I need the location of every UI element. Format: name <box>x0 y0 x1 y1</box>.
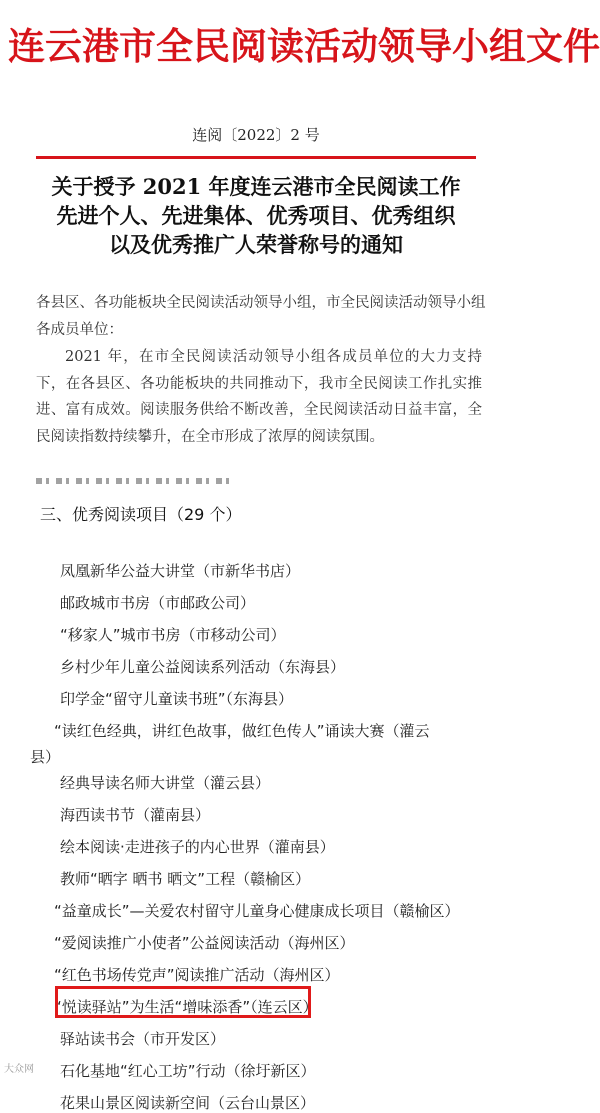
notice-title-line: 先进个人、先进集体、优秀项目、优秀组织 <box>56 203 456 228</box>
red-highlight-box <box>55 986 311 1018</box>
salutation: 各县区、各功能板块全民阅读活动领导小组，市全民阅读活动领导小组各成员单位： <box>36 295 486 338</box>
project-item: 花果山景区阅读新空间（云台山景区） <box>60 1094 316 1112</box>
project-item: “悦读驿站”为生活“增味添香”（连云区） <box>54 998 318 1016</box>
project-item: “红色书场传党声”阅读推广活动（海州区） <box>54 966 340 984</box>
project-item: 邮政城市书房（市邮政公司） <box>60 594 256 612</box>
project-item: 凤凰新华公益大讲堂（市新华书店） <box>60 562 301 580</box>
document-header-title: 连云港市全民阅读活动领导小组文件 <box>8 24 600 68</box>
notice-title-line: 以及优秀推广人荣誉称号的通知 <box>109 232 403 257</box>
notice-title-line: 关于授予 2021 年度连云港市全民阅读工作 <box>51 174 461 199</box>
section-heading: 三、优秀阅读项目（29 个） <box>40 505 242 524</box>
red-divider <box>36 156 476 159</box>
highlighted-project-item: 驿站读书会（市开发区） <box>60 1030 226 1048</box>
watermark-logo: 大众网 <box>4 1064 34 1075</box>
project-item: 印学金“留守儿童读书班”（东海县） <box>60 690 294 708</box>
body-paragraph: 2021 年，在市全民阅读活动领导小组各成员单位的大力支持下，在各县区、各功能板块的共同推动下，我市全民阅读工作扎实推进、富有成效。阅读服务供给不断改善，全民阅读活动日益丰富，全民阅读指数持续攀升，在全市形成了浓厚的阅读氛围。 <box>36 349 482 445</box>
project-item: 乡村少年儿童公益阅读系列活动（东海县） <box>60 658 346 676</box>
document-number: 连阅〔2022〕2 号 <box>192 126 320 144</box>
cropped-text-fragment <box>36 478 236 484</box>
project-item: 教师“晒字 晒书 晒文”工程（赣榆区） <box>60 870 311 888</box>
project-item: 海西读书节（灌南县） <box>60 806 211 824</box>
project-item: 经典导读名师大讲堂（灌云县） <box>60 774 271 792</box>
project-item-continuation: 县） <box>30 748 61 766</box>
notice-title <box>30 172 482 259</box>
project-item: “爱阅读推广小使者”公益阅读活动（海州区） <box>54 934 355 952</box>
project-item: “移家人”城市书房（市移动公司） <box>60 626 286 644</box>
project-item: 绘本阅读·走进孩子的内心世界（灌南县） <box>60 838 335 856</box>
project-item: 石化基地“红心工坊”行动（徐圩新区） <box>60 1062 316 1080</box>
project-item: “益童成长”—关爱农村留守儿童身心健康成长项目（赣榆区） <box>54 902 460 920</box>
project-item: “读红色经典，讲红色故事，做红色传人”诵读大赛（灌云 <box>54 722 430 740</box>
